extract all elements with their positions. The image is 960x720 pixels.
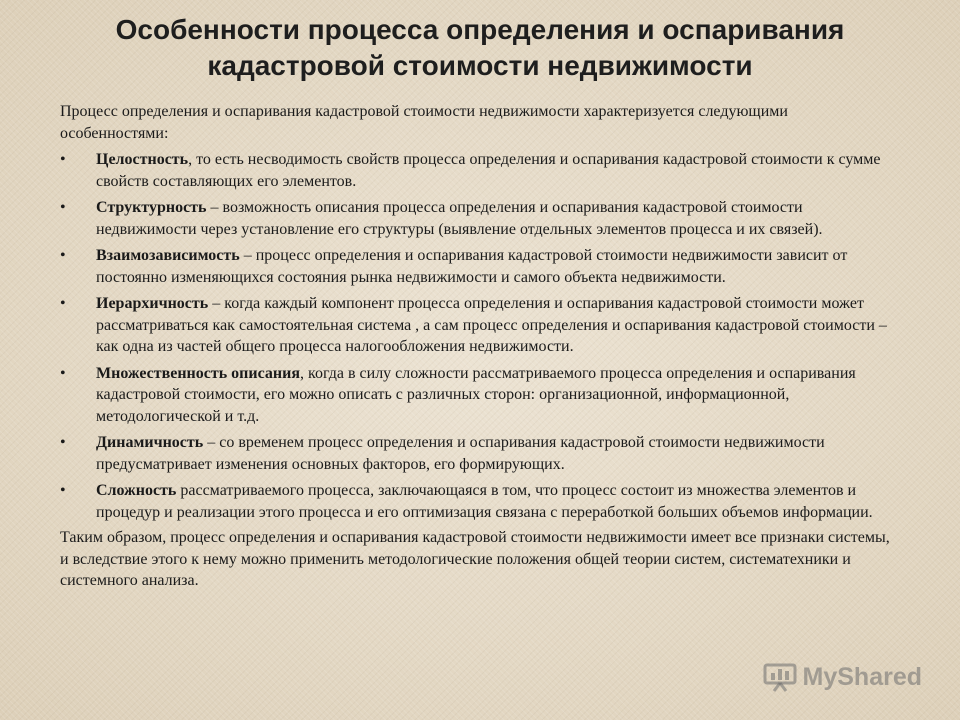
feature-term: Множественность описания [96, 364, 300, 382]
intro-paragraph: Процесс определения и оспаривания кадастровой стоимости недвижимости характеризуется следующими особенностями: [60, 103, 788, 142]
presentation-icon [763, 662, 797, 692]
feature-description: , когда в силу сложности рассматриваемого процесса определения и оспаривания кадастровой стоимости, его можно описать с различных сторон: организационной, информационной, методологической и т.д. [96, 364, 856, 425]
slide-body [60, 101, 900, 592]
slide-title-line-1: Особенности процесса определения и оспаривания [115, 14, 845, 45]
features-list [60, 149, 900, 523]
feature-description: рассматриваемого процесса, заключающаяся в том, что процесс состоит из множества элементов и процедур и реализации этого процесса и его оптимизация связана с переработкой больших объемов информации. [96, 482, 873, 521]
feature-term: Иерархичность [96, 295, 209, 312]
list-item [60, 363, 900, 428]
feature-term: Структурность [96, 199, 207, 216]
feature-term: Целостность [96, 151, 189, 168]
list-item [60, 480, 900, 523]
list-item [60, 149, 900, 192]
feature-term: Взаимозависимость [96, 247, 240, 264]
slide-title [40, 12, 920, 84]
feature-description: – возможность описания процесса определения и оспаривания кадастровой стоимости недвижимости через установление его структуры (выявление отдельных элементов процесса и их связей). [96, 199, 823, 238]
list-item [60, 245, 900, 288]
list-item [60, 197, 900, 240]
list-item [60, 293, 900, 358]
watermark-text: MyShared [802, 662, 922, 691]
feature-term: Динамичность [96, 434, 204, 451]
slide-title-line-2: кадастровой стоимости недвижимости [207, 50, 753, 81]
feature-description: – со временем процесс определения и оспаривания кадастровой стоимости недвижимости предусматривает изменения основных факторов, его формирующих. [96, 434, 825, 473]
feature-description: – процесс определения и оспаривания кадастровой стоимости недвижимости зависит от постоянно изменяющихся состояния рынка недвижимости и самого объекта недвижимости. [96, 247, 848, 286]
feature-description: – когда каждый компонент процесса определения и оспаривания кадастровой стоимости может рассматриваться как самостоятельная система , а сам процесс определения и оспаривания кадастровой стоимости – как одна из частей общего процесса налогообложения недвижимости. [96, 295, 887, 355]
feature-description: , то есть несводимость свойств процесса определения и оспаривания кадастровой стоимости к сумме свойств составляющих его элементов. [96, 151, 881, 190]
feature-term: Сложность [96, 482, 177, 499]
conclusion-paragraph: Таким образом, процесс определения и оспаривания кадастровой стоимости недвижимости имеет все признаки системы, и вследствие этого к нему можно применить методологические положения общей теории систем, систематехники и системного анализа. [60, 529, 890, 589]
list-item [60, 432, 900, 475]
watermark [763, 662, 922, 692]
